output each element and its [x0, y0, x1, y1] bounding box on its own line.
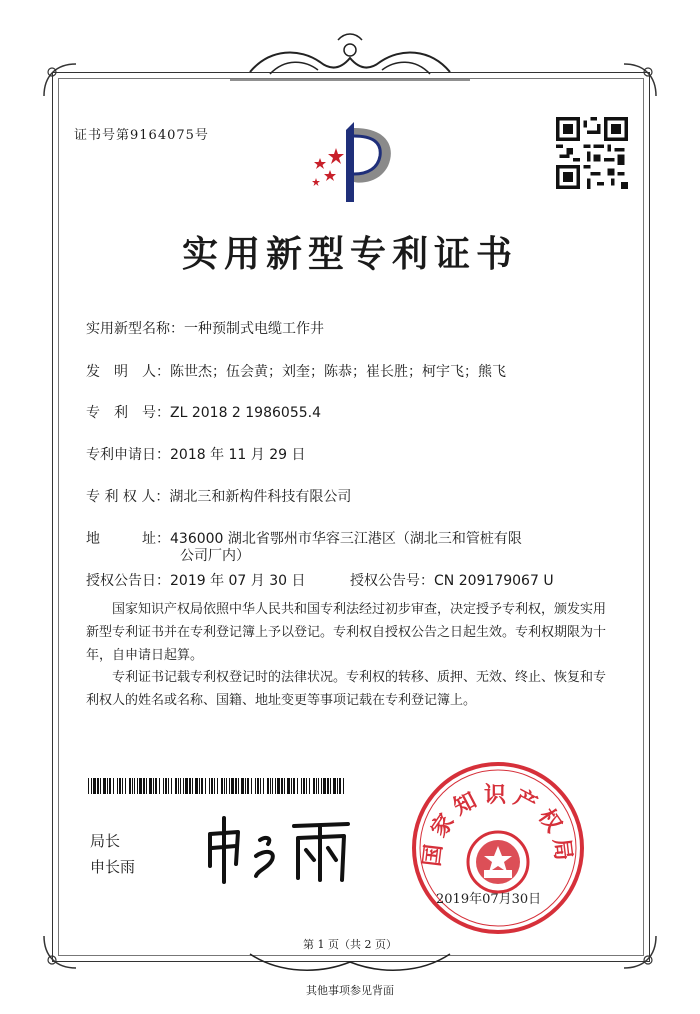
corner-ornament-top-right [620, 60, 660, 100]
filing-date-label: 专利申请日： [86, 447, 170, 463]
top-ornament [230, 28, 470, 88]
grant-number-row [350, 570, 554, 590]
address-row [86, 528, 522, 548]
certificate-number: 证书号第9164075号 [74, 128, 209, 143]
corner-ornament-top-left [40, 60, 80, 100]
grant-statement-paragraph: 国家知识产权局依照中华人民共和国专利法经过初步审查，决定授予专利权，颁发实用新型专利证书并在专利登记簿上予以登记。专利权自授权公告之日起生效。专利权期限为十年，自申请日起算。 [86, 602, 607, 663]
director-name: 申长雨 [90, 858, 136, 876]
grant-date-value: 2019 年 07 月 30 日 [170, 573, 306, 589]
grant-date-label: 授权公告日： [86, 573, 170, 589]
address-label: 地 址： [86, 531, 170, 547]
address-line1: 436000 湖北省鄂州市华容三江港区（湖北三和管桩有限 [170, 531, 522, 547]
qr-code [556, 117, 628, 189]
filing-date-value: 2018 年 11 月 29 日 [170, 447, 306, 463]
filing-date-row [86, 444, 306, 464]
inventor-row [86, 361, 506, 381]
patentee-label: 专 利 权 人： [86, 489, 170, 505]
bottom-ornament [230, 948, 470, 978]
patent-number-row [86, 402, 321, 422]
page-indicator: 第 1 页（共 2 页） [303, 938, 397, 951]
seal-text: 国家知识产权局 [419, 783, 577, 868]
certificate-title: 实用新型专利证书 [181, 233, 518, 275]
utility-model-name-label: 实用新型名称： [86, 321, 184, 337]
director-signature [198, 810, 358, 890]
grant-date-row [86, 570, 306, 590]
footer-note: 其他事项参见背面 [306, 984, 394, 997]
patent-number-value: ZL 2018 2 1986055.4 [170, 405, 321, 421]
barcode [88, 778, 348, 794]
legal-status-paragraph: 专利证书记载专利权登记时的法律状况。专利权的转移、质押、无效、终止、恢复和专利权人的姓名或名称、国籍、地址变更等事项记载在专利登记簿上。 [86, 670, 607, 708]
seal-date: 2019年07月30日 [436, 892, 542, 907]
address-line2: 公司厂内） [180, 548, 250, 564]
inventor-label: 发 明 人： [86, 364, 170, 380]
grant-number-value: CN 209179067 U [434, 573, 554, 589]
patentee-value: 湖北三和新构件科技有限公司 [169, 489, 352, 505]
director-title: 局长 [90, 832, 121, 850]
grant-number-label: 授权公告号： [350, 573, 434, 589]
utility-model-name-value: 一种预制式电缆工作井 [184, 321, 324, 337]
patentee-row [86, 486, 351, 506]
patent-office-logo [296, 118, 400, 204]
inventor-value: 陈世杰；伍会黄；刘奎；陈恭；崔长胜；柯宇飞；熊飞 [170, 364, 506, 380]
patent-number-label: 专 利 号： [86, 405, 170, 421]
utility-model-name-row [86, 318, 324, 338]
official-seal [410, 760, 586, 936]
